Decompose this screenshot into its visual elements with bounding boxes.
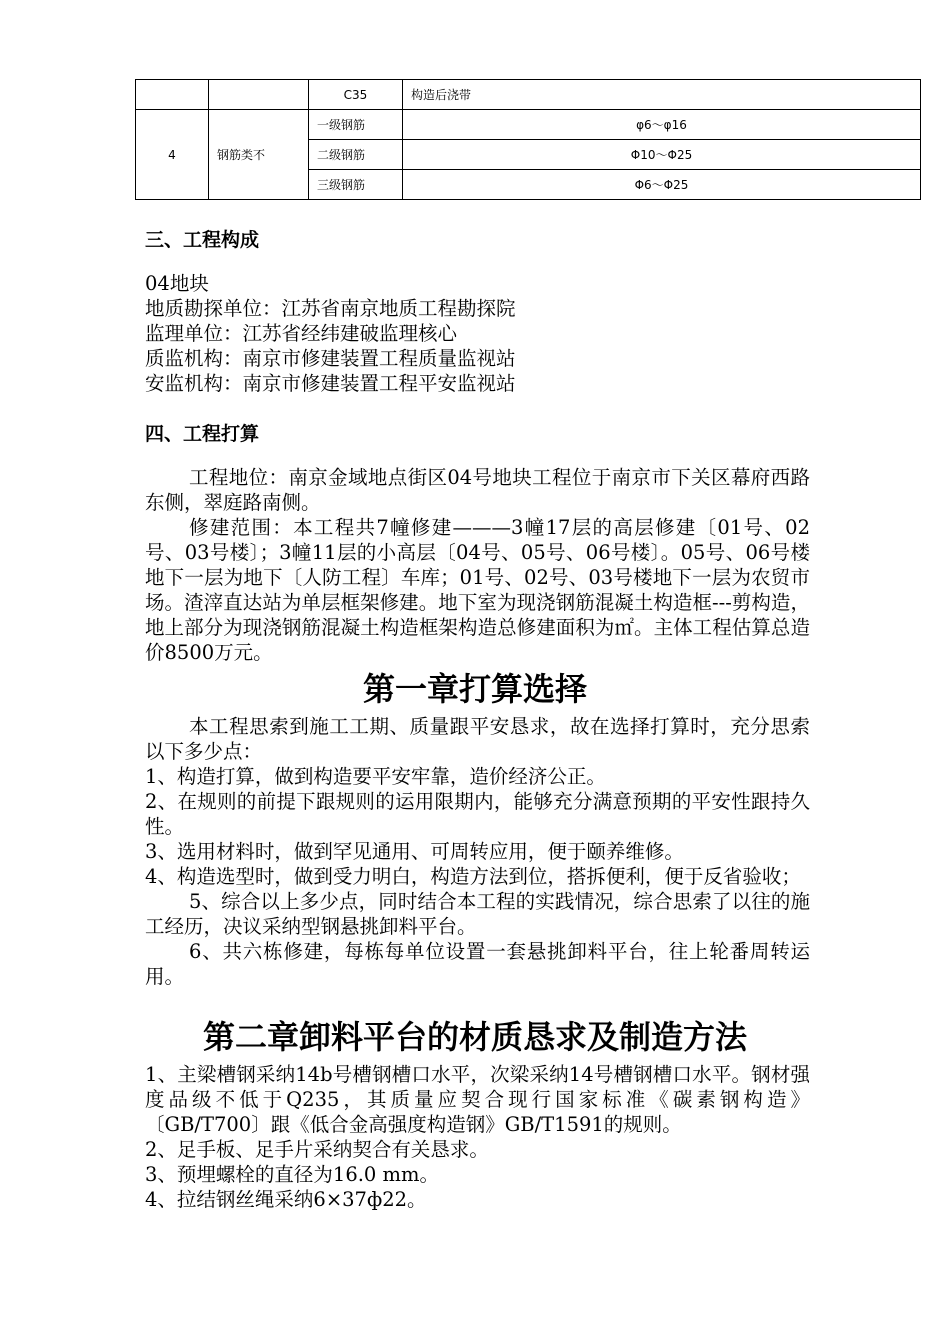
table-row [136,110,921,140]
chapter2-body [145,1062,810,1212]
table-cell: C35 [309,80,403,110]
table-cell: 三级钢筋 [309,170,403,200]
project-info-line: 04地块 [145,272,209,295]
project-location-paragraph: 工程地位：南京金域地点街区04号地块工程位于南京市下关区幕府西路东侧，翠庭路南侧。 [145,466,810,514]
list-item: 3、选用材料时，做到罕见通用、可周转应用，便于颐养维修。 [145,840,684,863]
project-info-line: 地质勘探单位：江苏省南京地质工程勘探院 [145,297,516,320]
project-info-list [145,271,810,396]
table-cell: Φ10～Φ25 [403,140,921,170]
project-scope-paragraph: 修建范围：本工程共7幢修建———3幢17层的高层修建〔01号、02号、03号楼〕；3幢11层的小高层〔04号、05号、06号楼〕。05号、06号楼地下一层为地下〔人防工程〕车库；01号、02号、03号楼地下一层为农贸市场。渣滓直达站为单层框架修建。地下室为现浇钢筋混凝土构造框---剪构造，地上部分为现浇钢筋混凝土构造框架构造总修建面积为㎡。主体工程估算总造价8500万元。 [145,516,810,664]
list-item: 4、构造选型时，做到受力明白，构造方法到位，搭拆便利，便于反省验收； [145,865,801,888]
list-item: 3、预埋螺栓的直径为16.0 mm。 [145,1163,440,1186]
project-info-line: 安监机构：南京市修建装置工程平安监视站 [145,372,516,395]
chapter1-title: 第一章打算选择 [362,670,587,708]
section4-body [145,465,810,665]
chapter1-intro: 本工程思索到施工工期、质量跟平安恳求，故在选择打算时，充分思索以下多少点： [145,715,810,763]
chapter1-body [145,714,810,989]
table-cell: 构造后浇带 [403,80,921,110]
section4-heading: 四、工程打算 [145,423,260,445]
project-info-line: 监理单位：江苏省经纬建破监理核心 [145,322,458,345]
table-row [136,80,921,110]
table-cell: φ6～φ16 [403,110,921,140]
list-item: 6、共六栋修建，每栋每单位设置一套悬挑卸料平台，往上轮番周转运用。 [145,940,810,988]
spec-table [135,79,921,200]
list-item: 4、拉结钢丝绳采纳6×37ф22。 [145,1188,427,1211]
table-cell: 钢筋类不 [209,110,309,200]
table-cell: 二级钢筋 [309,140,403,170]
project-info-line: 质监机构：南京市修建装置工程质量监视站 [145,347,516,370]
chapter2-title: 第二章卸料平台的材质恳求及制造方法 [202,1018,747,1056]
material-paragraph: 1、主梁槽钢采纳14b号槽钢槽口水平，次梁采纳14号槽钢槽口水平。钢材强度品级不低于Q235，其质量应契合现行国家标准《碳素钢构造》〔GB/T700〕跟《低合金高强度构造钢》GB/T1591的规则。 [145,1063,810,1136]
table-cell: 一级钢筋 [309,110,403,140]
table-cell [209,80,309,110]
list-item: 5、综合以上多少点，同时结合本工程的实践情况，综合思索了以往的施工经历，决议采纳型钢悬挑卸料平台。 [145,890,810,938]
list-item: 2、在规则的前提下跟规则的运用限期内，能够充分满意预期的平安性跟持久性。 [145,790,810,838]
table-cell: Φ6～Φ25 [403,170,921,200]
table-cell: 4 [136,110,209,200]
section3-heading: 三、工程构成 [145,229,260,251]
list-item: 1、构造打算，做到构造要平安牢靠，造价经济公正。 [145,765,606,788]
list-item: 2、足手板、足手片采纳契合有关恳求。 [145,1138,489,1161]
table-cell [136,80,209,110]
